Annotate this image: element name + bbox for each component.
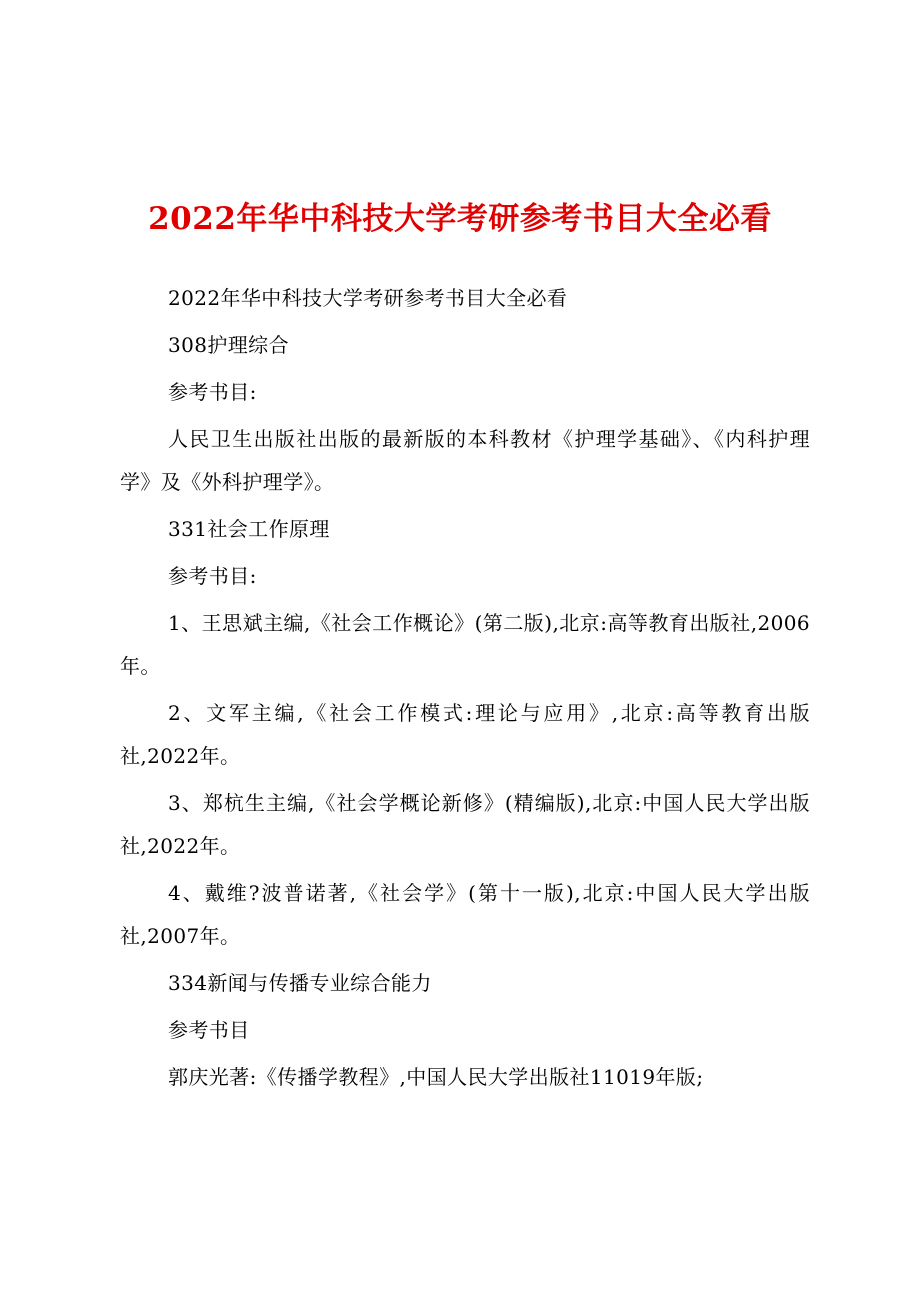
paragraph-subtitle: 2022年华中科技大学考研参考书目大全必看 (168, 286, 568, 310)
paragraph-nursing-books: 人民卫生出版社出版的最新版的本科教材《护理学基础》、《内科护理学》及《外科护理学》。 (120, 427, 810, 494)
paragraph-book-2: 2、文军主编,《社会工作模式:理论与应用》,北京:高等教育出版社,2022年。 (120, 701, 810, 768)
paragraph-book-communication: 郭庆光著:《传播学教程》,中国人民大学出版社11019年版; (168, 1065, 704, 1089)
paragraph-subject-308: 308护理综合 (168, 333, 289, 357)
paragraph-reference-label: 参考书目: (168, 380, 257, 404)
paragraph-reference-label: 参考书目: (168, 564, 257, 588)
paragraph-subject-331: 331社会工作原理 (168, 517, 330, 541)
paragraph-subject-334: 334新闻与传播专业综合能力 (168, 971, 432, 995)
document-body (120, 277, 810, 1103)
paragraph-book-3: 3、郑杭生主编,《社会学概论新修》(精编版),北京:中国人民大学出版社,2022年。 (120, 791, 810, 858)
paragraph-reference-label: 参考书目 (168, 1018, 250, 1042)
document-title: 2022年华中科技大学考研参考书目大全必看 (148, 201, 772, 237)
paragraph-book-1: 1、王思斌主编,《社会工作概论》(第二版),北京:高等教育出版社,2006年。 (120, 611, 810, 678)
paragraph-book-4: 4、戴维?波普诺著,《社会学》(第十一版),北京:中国人民大学出版社,2007年。 (120, 881, 810, 948)
